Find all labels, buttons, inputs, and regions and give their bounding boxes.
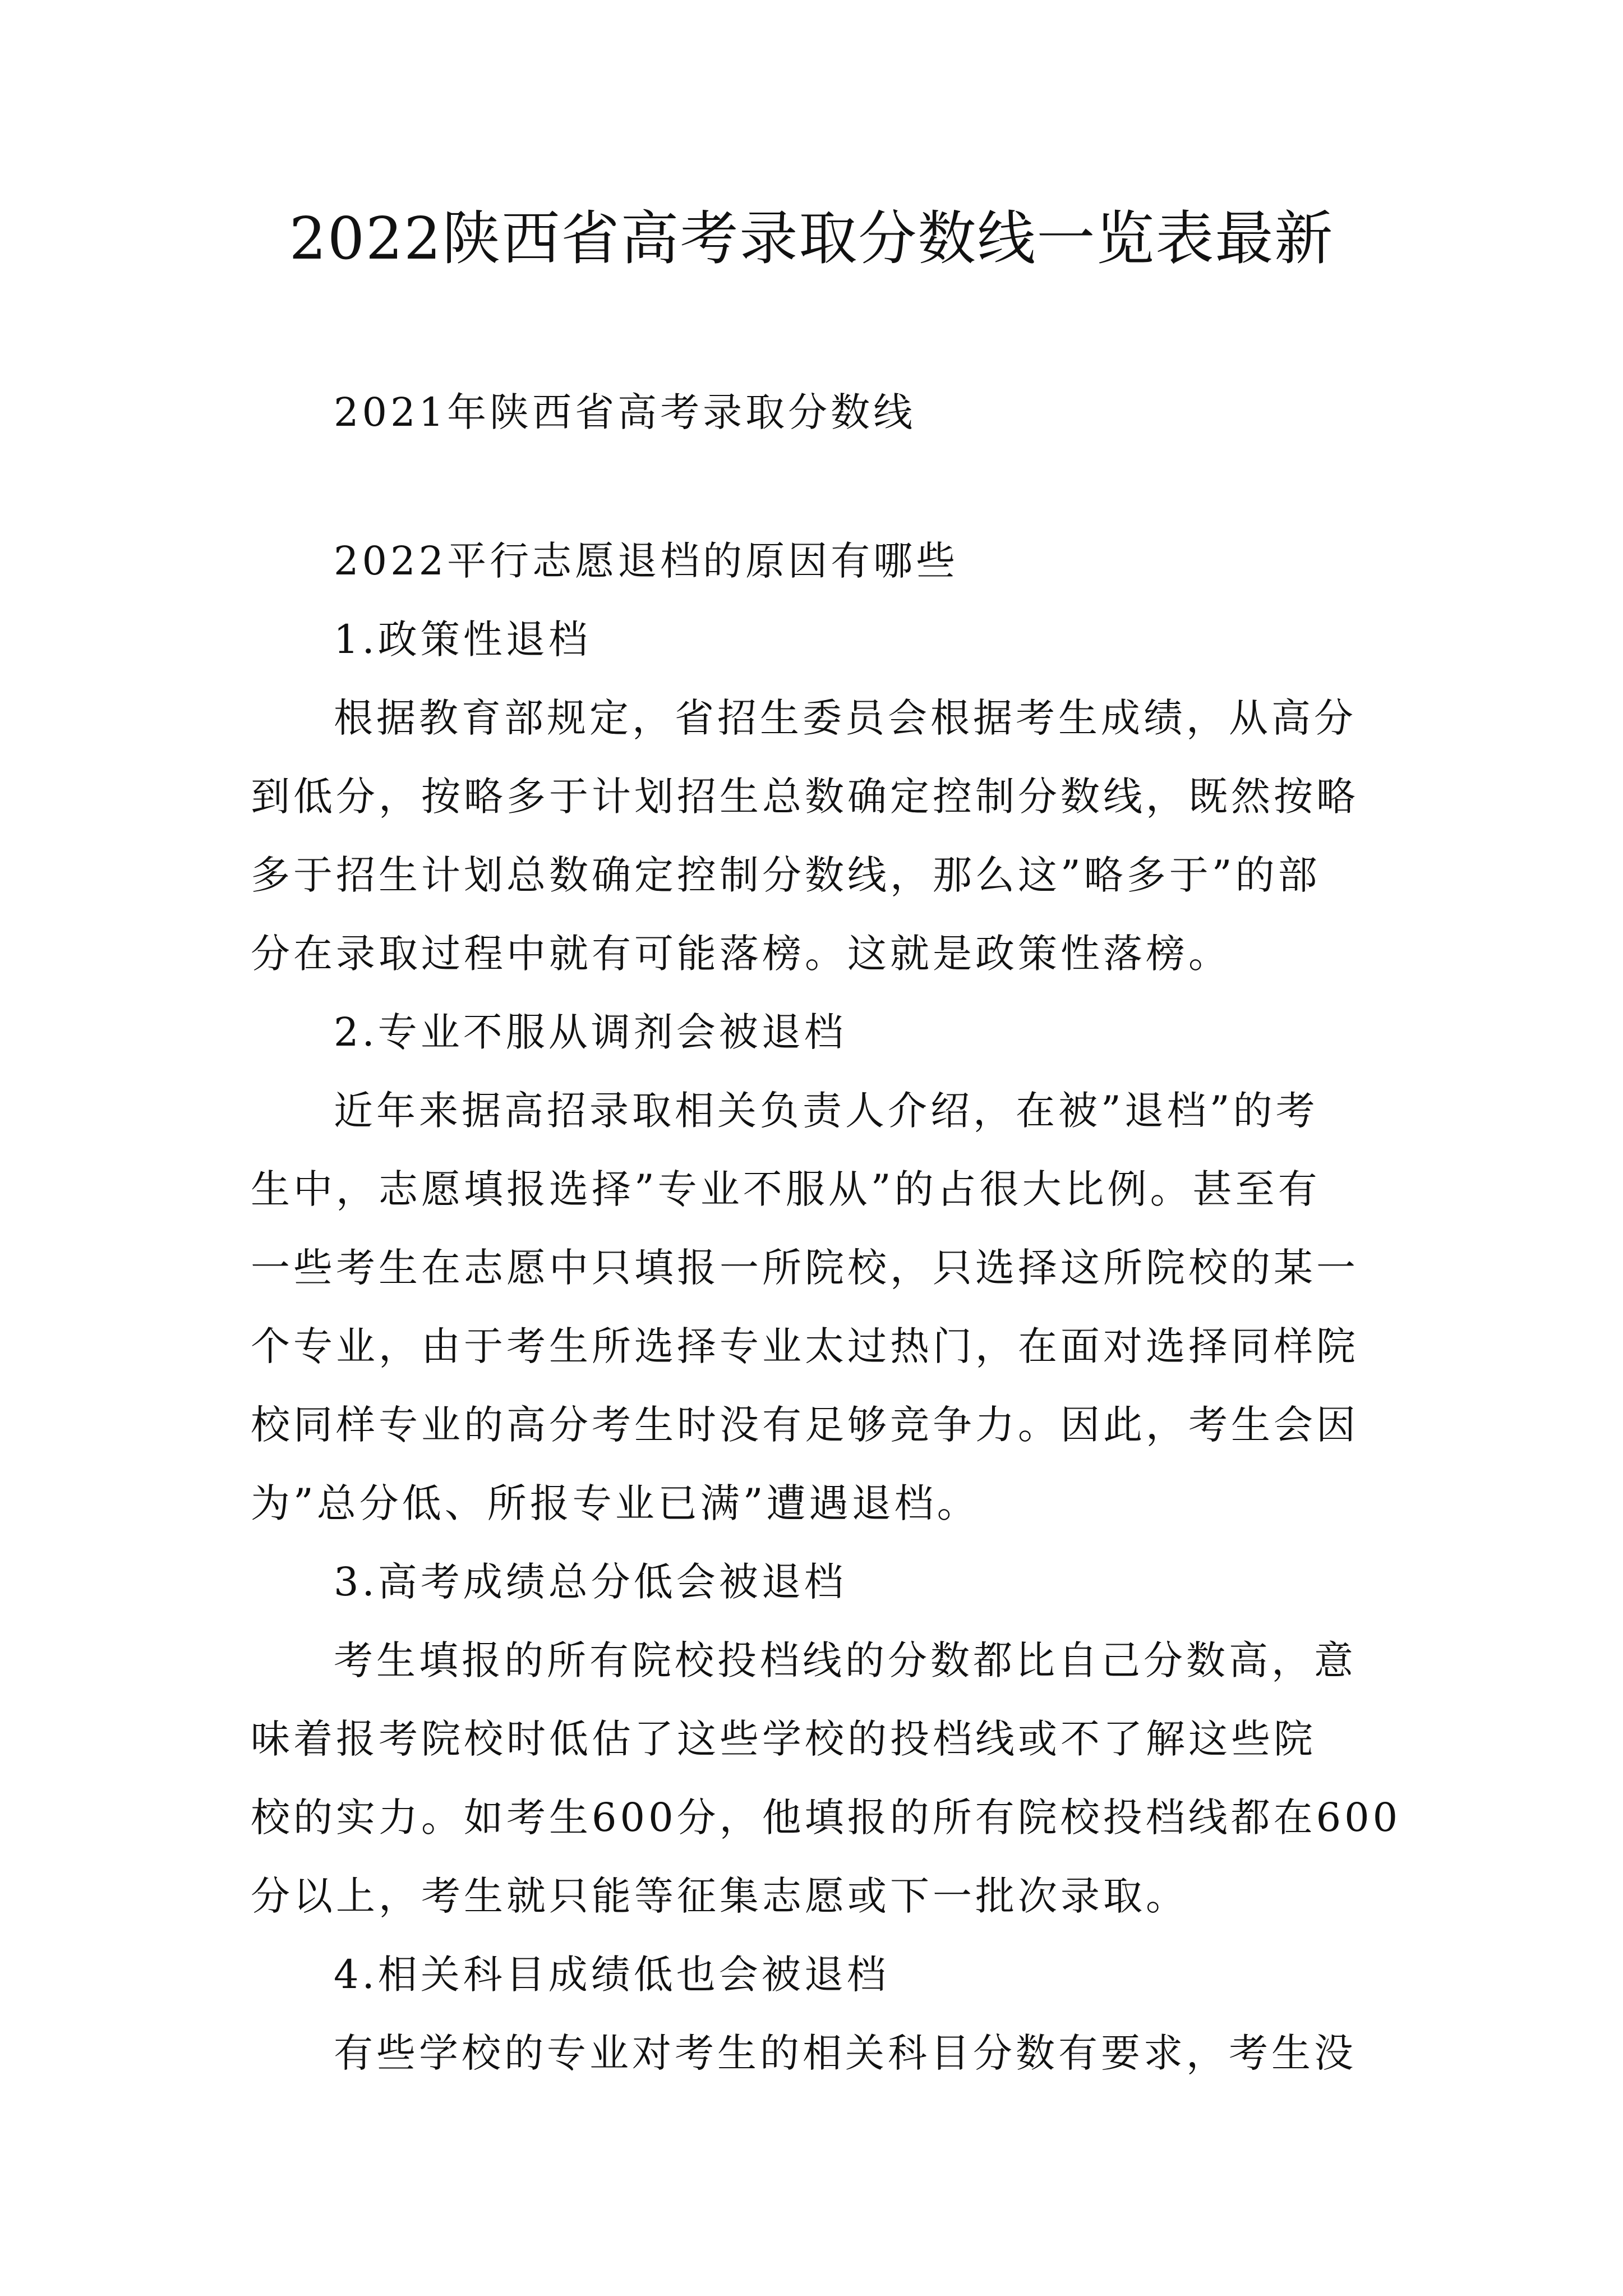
paragraph-line: 为”总分低、所报专业已满”遭遇退档。 <box>251 1480 980 1526</box>
item-heading-3: 3.高考成绩总分低会被退档 <box>334 1559 847 1605</box>
paragraph-line: 分在录取过程中就有可能落榜。这就是政策性落榜。 <box>251 931 1231 977</box>
paragraph-line: 根据教育部规定，省招生委员会根据考生成绩，从高分 <box>334 695 1357 741</box>
paragraph-line: 近年来据高招录取相关负责人介绍，在被”退档”的考 <box>334 1088 1318 1134</box>
subtitle-2021-scores: 2021年陕西省高考录取分数线 <box>334 389 916 435</box>
paragraph-line: 校的实力。如考生600分，他填报的所有院校投档线都在600 <box>251 1795 1401 1841</box>
item-heading-1: 1.政策性退档 <box>334 616 591 662</box>
paragraph-line: 分以上，考生就只能等征集志愿或下一批次录取。 <box>251 1873 1188 1919</box>
paragraph-line: 一些考生在志愿中只填报一所院校，只选择这所院校的某一 <box>251 1245 1359 1291</box>
paragraph-line: 个专业，由于考生所选择专业太过热门，在面对选择同样院 <box>251 1323 1359 1369</box>
paragraph-line: 有些学校的专业对考生的相关科目分数有要求，考生没 <box>334 2030 1357 2076</box>
item-heading-2: 2.专业不服从调剂会被退档 <box>334 1009 847 1055</box>
section-heading-reasons: 2022平行志愿退档的原因有哪些 <box>334 538 959 584</box>
document-title: 2022陕西省高考录取分数线一览表最新 <box>289 204 1334 273</box>
item-heading-4: 4.相关科目成绩低也会被退档 <box>334 1952 889 1998</box>
paragraph-line: 生中，志愿填报选择”专业不服从”的占很大比例。甚至有 <box>251 1166 1321 1212</box>
paragraph-line: 到低分，按略多于计划招生总数确定控制分数线，既然按略 <box>251 774 1359 820</box>
paragraph-line: 校同样专业的高分考生时没有足够竞争力。因此，考生会因 <box>251 1402 1359 1448</box>
paragraph-line: 多于招生计划总数确定控制分数线，那么这”略多于”的部 <box>251 852 1321 898</box>
paragraph-line: 味着报考院校时低估了这些学校的投档线或不了解这些院 <box>251 1716 1316 1762</box>
paragraph-line: 考生填报的所有院校投档线的分数都比自己分数高，意 <box>334 1637 1357 1683</box>
